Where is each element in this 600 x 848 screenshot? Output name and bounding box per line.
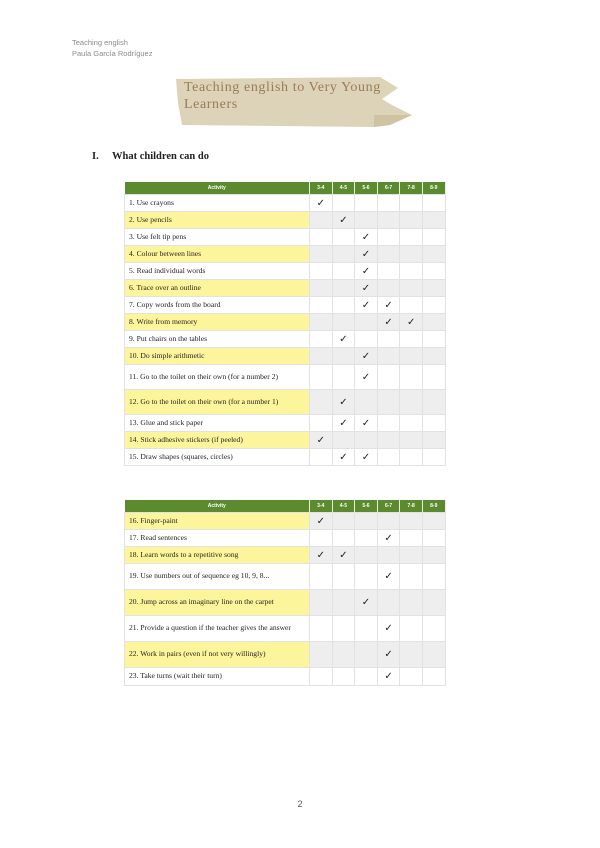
table-row bbox=[125, 246, 446, 263]
empty-age-cell bbox=[332, 348, 355, 365]
empty-age-cell bbox=[422, 668, 445, 686]
empty-age-cell bbox=[422, 432, 445, 449]
table-row bbox=[125, 348, 446, 365]
empty-age-cell bbox=[422, 530, 445, 547]
table-header-row bbox=[125, 182, 446, 195]
empty-age-cell bbox=[377, 415, 400, 432]
empty-age-cell bbox=[400, 616, 423, 642]
empty-age-cell bbox=[422, 415, 445, 432]
empty-age-cell bbox=[400, 246, 423, 263]
empty-age-cell bbox=[400, 365, 423, 390]
empty-age-cell bbox=[377, 365, 400, 390]
activity-cell: 22. Work in pairs (even if not very willingly) bbox=[125, 642, 310, 668]
empty-age-cell bbox=[422, 564, 445, 590]
empty-age-cell bbox=[377, 348, 400, 365]
empty-age-cell bbox=[377, 212, 400, 229]
empty-age-cell bbox=[310, 229, 333, 246]
table-row bbox=[125, 668, 446, 686]
empty-age-cell bbox=[310, 297, 333, 314]
empty-age-cell bbox=[332, 432, 355, 449]
empty-age-cell bbox=[400, 415, 423, 432]
empty-age-cell bbox=[400, 432, 423, 449]
empty-age-cell bbox=[422, 616, 445, 642]
check-mark-icon: ✓ bbox=[355, 297, 378, 314]
check-mark-icon: ✓ bbox=[355, 449, 378, 466]
activities-table-1 bbox=[124, 182, 446, 466]
header-age-3-4: 3-4 bbox=[310, 182, 333, 195]
activity-cell: 16. Finger-paint bbox=[125, 513, 310, 530]
check-mark-icon: ✓ bbox=[332, 449, 355, 466]
empty-age-cell bbox=[377, 229, 400, 246]
empty-age-cell bbox=[310, 348, 333, 365]
table-row bbox=[125, 432, 446, 449]
empty-age-cell bbox=[310, 314, 333, 331]
check-mark-icon: ✓ bbox=[377, 668, 400, 686]
empty-age-cell bbox=[377, 449, 400, 466]
header-age-4-5: 4-5 bbox=[332, 182, 355, 195]
header-age-8-9: 8-9 bbox=[422, 500, 445, 513]
check-mark-icon: ✓ bbox=[332, 415, 355, 432]
empty-age-cell bbox=[377, 246, 400, 263]
empty-age-cell bbox=[355, 547, 378, 564]
activity-cell: 2. Use pencils bbox=[125, 212, 310, 229]
empty-age-cell bbox=[355, 212, 378, 229]
empty-age-cell bbox=[400, 530, 423, 547]
table-row bbox=[125, 212, 446, 229]
empty-age-cell bbox=[355, 564, 378, 590]
activity-cell: 9. Put chairs on the tables bbox=[125, 331, 310, 348]
empty-age-cell bbox=[400, 547, 423, 564]
check-mark-icon: ✓ bbox=[332, 331, 355, 348]
empty-age-cell bbox=[310, 263, 333, 280]
empty-age-cell bbox=[332, 314, 355, 331]
page-number: 2 bbox=[297, 799, 303, 809]
header-course: Teaching english bbox=[72, 38, 128, 47]
check-mark-icon: ✓ bbox=[355, 415, 378, 432]
activity-cell: 4. Colour between lines bbox=[125, 246, 310, 263]
empty-age-cell bbox=[310, 246, 333, 263]
header-age-5-6: 5-6 bbox=[355, 500, 378, 513]
activity-cell: 19. Use numbers out of sequence eg 10, 9, 8... bbox=[125, 564, 310, 590]
check-mark-icon: ✓ bbox=[400, 314, 423, 331]
table-row bbox=[125, 331, 446, 348]
table-row bbox=[125, 642, 446, 668]
empty-age-cell bbox=[310, 668, 333, 686]
page-header bbox=[72, 37, 152, 59]
empty-age-cell bbox=[355, 668, 378, 686]
empty-age-cell bbox=[400, 348, 423, 365]
check-mark-icon: ✓ bbox=[310, 547, 333, 564]
activity-cell: 14. Stick adhesive stickers (if peeled) bbox=[125, 432, 310, 449]
check-mark-icon: ✓ bbox=[377, 564, 400, 590]
check-mark-icon: ✓ bbox=[310, 195, 333, 212]
empty-age-cell bbox=[377, 590, 400, 616]
empty-age-cell bbox=[355, 314, 378, 331]
empty-age-cell bbox=[422, 348, 445, 365]
empty-age-cell bbox=[422, 195, 445, 212]
activity-cell: 13. Glue and stick paper bbox=[125, 415, 310, 432]
activity-cell: 1. Use crayons bbox=[125, 195, 310, 212]
empty-age-cell bbox=[377, 331, 400, 348]
check-mark-icon: ✓ bbox=[332, 390, 355, 415]
empty-age-cell bbox=[400, 642, 423, 668]
empty-age-cell bbox=[422, 642, 445, 668]
header-age-7-8: 7-8 bbox=[400, 182, 423, 195]
header-activity: Activity bbox=[125, 500, 310, 513]
header-age-7-8: 7-8 bbox=[400, 500, 423, 513]
check-mark-icon: ✓ bbox=[355, 229, 378, 246]
empty-age-cell bbox=[310, 530, 333, 547]
empty-age-cell bbox=[400, 564, 423, 590]
empty-age-cell bbox=[377, 195, 400, 212]
empty-age-cell bbox=[422, 365, 445, 390]
empty-age-cell bbox=[422, 449, 445, 466]
empty-age-cell bbox=[310, 590, 333, 616]
empty-age-cell bbox=[332, 590, 355, 616]
empty-age-cell bbox=[400, 212, 423, 229]
check-mark-icon: ✓ bbox=[377, 297, 400, 314]
document-title: Teaching english to Very Young Learners bbox=[184, 80, 381, 112]
activity-cell: 17. Read sentences bbox=[125, 530, 310, 547]
activities-table-2 bbox=[124, 500, 446, 686]
table-row bbox=[125, 415, 446, 432]
header-author: Paula García Rodríguez bbox=[72, 49, 153, 58]
check-mark-icon: ✓ bbox=[355, 263, 378, 280]
table-row bbox=[125, 390, 446, 415]
empty-age-cell bbox=[355, 432, 378, 449]
empty-age-cell bbox=[422, 263, 445, 280]
empty-age-cell bbox=[422, 314, 445, 331]
empty-age-cell bbox=[400, 449, 423, 466]
activity-cell: 3. Use felt tip pens bbox=[125, 229, 310, 246]
empty-age-cell bbox=[310, 212, 333, 229]
empty-age-cell bbox=[355, 642, 378, 668]
empty-age-cell bbox=[310, 365, 333, 390]
empty-age-cell bbox=[400, 331, 423, 348]
table-row bbox=[125, 365, 446, 390]
table-row bbox=[125, 297, 446, 314]
activity-cell: 8. Write from memory bbox=[125, 314, 310, 331]
empty-age-cell bbox=[355, 195, 378, 212]
table-row bbox=[125, 616, 446, 642]
check-mark-icon: ✓ bbox=[377, 642, 400, 668]
activity-cell: 11. Go to the toilet on their own (for a number 2) bbox=[125, 365, 310, 390]
activity-cell: 20. Jump across an imaginary line on the carpet bbox=[125, 590, 310, 616]
empty-age-cell bbox=[422, 280, 445, 297]
title-banner bbox=[176, 75, 416, 121]
table-row bbox=[125, 590, 446, 616]
empty-age-cell bbox=[422, 246, 445, 263]
check-mark-icon: ✓ bbox=[355, 365, 378, 390]
empty-age-cell bbox=[332, 365, 355, 390]
empty-age-cell bbox=[422, 297, 445, 314]
empty-age-cell bbox=[377, 513, 400, 530]
table-row bbox=[125, 449, 446, 466]
section-heading bbox=[92, 151, 209, 162]
empty-age-cell bbox=[332, 195, 355, 212]
empty-age-cell bbox=[332, 530, 355, 547]
header-age-6-7: 6-7 bbox=[377, 500, 400, 513]
check-mark-icon: ✓ bbox=[377, 616, 400, 642]
check-mark-icon: ✓ bbox=[355, 590, 378, 616]
empty-age-cell bbox=[422, 513, 445, 530]
check-mark-icon: ✓ bbox=[310, 432, 333, 449]
empty-age-cell bbox=[310, 642, 333, 668]
empty-age-cell bbox=[310, 616, 333, 642]
check-mark-icon: ✓ bbox=[377, 530, 400, 547]
empty-age-cell bbox=[400, 195, 423, 212]
table-row bbox=[125, 195, 446, 212]
table-row bbox=[125, 263, 446, 280]
check-mark-icon: ✓ bbox=[332, 212, 355, 229]
empty-age-cell bbox=[355, 513, 378, 530]
header-activity: Activity bbox=[125, 182, 310, 195]
empty-age-cell bbox=[400, 280, 423, 297]
empty-age-cell bbox=[355, 331, 378, 348]
empty-age-cell bbox=[377, 390, 400, 415]
empty-age-cell bbox=[422, 390, 445, 415]
check-mark-icon: ✓ bbox=[332, 547, 355, 564]
empty-age-cell bbox=[355, 530, 378, 547]
header-age-5-6: 5-6 bbox=[355, 182, 378, 195]
check-mark-icon: ✓ bbox=[310, 513, 333, 530]
empty-age-cell bbox=[332, 229, 355, 246]
empty-age-cell bbox=[310, 564, 333, 590]
table-row bbox=[125, 547, 446, 564]
header-age-8-9: 8-9 bbox=[422, 182, 445, 195]
empty-age-cell bbox=[400, 297, 423, 314]
activity-cell: 12. Go to the toilet on their own (for a number 1) bbox=[125, 390, 310, 415]
empty-age-cell bbox=[400, 590, 423, 616]
activity-cell: 6. Trace over an outline bbox=[125, 280, 310, 297]
empty-age-cell bbox=[310, 390, 333, 415]
empty-age-cell bbox=[422, 331, 445, 348]
activity-cell: 10. Do simple arithmetic bbox=[125, 348, 310, 365]
empty-age-cell bbox=[332, 297, 355, 314]
section-number: I. bbox=[92, 151, 99, 162]
empty-age-cell bbox=[377, 280, 400, 297]
empty-age-cell bbox=[377, 263, 400, 280]
empty-age-cell bbox=[355, 616, 378, 642]
header-age-4-5: 4-5 bbox=[332, 500, 355, 513]
empty-age-cell bbox=[310, 415, 333, 432]
activity-cell: 18. Learn words to a repetitive song bbox=[125, 547, 310, 564]
activity-cell: 15. Draw shapes (squares, circles) bbox=[125, 449, 310, 466]
empty-age-cell bbox=[422, 590, 445, 616]
check-mark-icon: ✓ bbox=[355, 348, 378, 365]
empty-age-cell bbox=[310, 449, 333, 466]
activity-cell: 5. Read individual words bbox=[125, 263, 310, 280]
empty-age-cell bbox=[400, 229, 423, 246]
empty-age-cell bbox=[332, 616, 355, 642]
empty-age-cell bbox=[332, 642, 355, 668]
activity-cell: 21. Provide a question if the teacher gives the answer bbox=[125, 616, 310, 642]
table-row bbox=[125, 530, 446, 547]
empty-age-cell bbox=[422, 229, 445, 246]
activity-cell: 23. Take turns (wait their turn) bbox=[125, 668, 310, 686]
empty-age-cell bbox=[332, 668, 355, 686]
empty-age-cell bbox=[400, 668, 423, 686]
empty-age-cell bbox=[377, 547, 400, 564]
table-row bbox=[125, 229, 446, 246]
table-row bbox=[125, 564, 446, 590]
empty-age-cell bbox=[377, 432, 400, 449]
empty-age-cell bbox=[332, 280, 355, 297]
empty-age-cell bbox=[332, 263, 355, 280]
header-age-6-7: 6-7 bbox=[377, 182, 400, 195]
empty-age-cell bbox=[355, 390, 378, 415]
empty-age-cell bbox=[310, 280, 333, 297]
table-row bbox=[125, 280, 446, 297]
empty-age-cell bbox=[332, 564, 355, 590]
empty-age-cell bbox=[422, 547, 445, 564]
empty-age-cell bbox=[422, 212, 445, 229]
header-age-3-4: 3-4 bbox=[310, 500, 333, 513]
activity-cell: 7. Copy words from the board bbox=[125, 297, 310, 314]
check-mark-icon: ✓ bbox=[355, 280, 378, 297]
check-mark-icon: ✓ bbox=[377, 314, 400, 331]
empty-age-cell bbox=[310, 331, 333, 348]
empty-age-cell bbox=[400, 513, 423, 530]
empty-age-cell bbox=[400, 263, 423, 280]
empty-age-cell bbox=[400, 390, 423, 415]
empty-age-cell bbox=[332, 246, 355, 263]
section-title: What children can do bbox=[112, 151, 209, 162]
table-row bbox=[125, 513, 446, 530]
table-row bbox=[125, 314, 446, 331]
check-mark-icon: ✓ bbox=[355, 246, 378, 263]
table-header-row bbox=[125, 500, 446, 513]
empty-age-cell bbox=[332, 513, 355, 530]
